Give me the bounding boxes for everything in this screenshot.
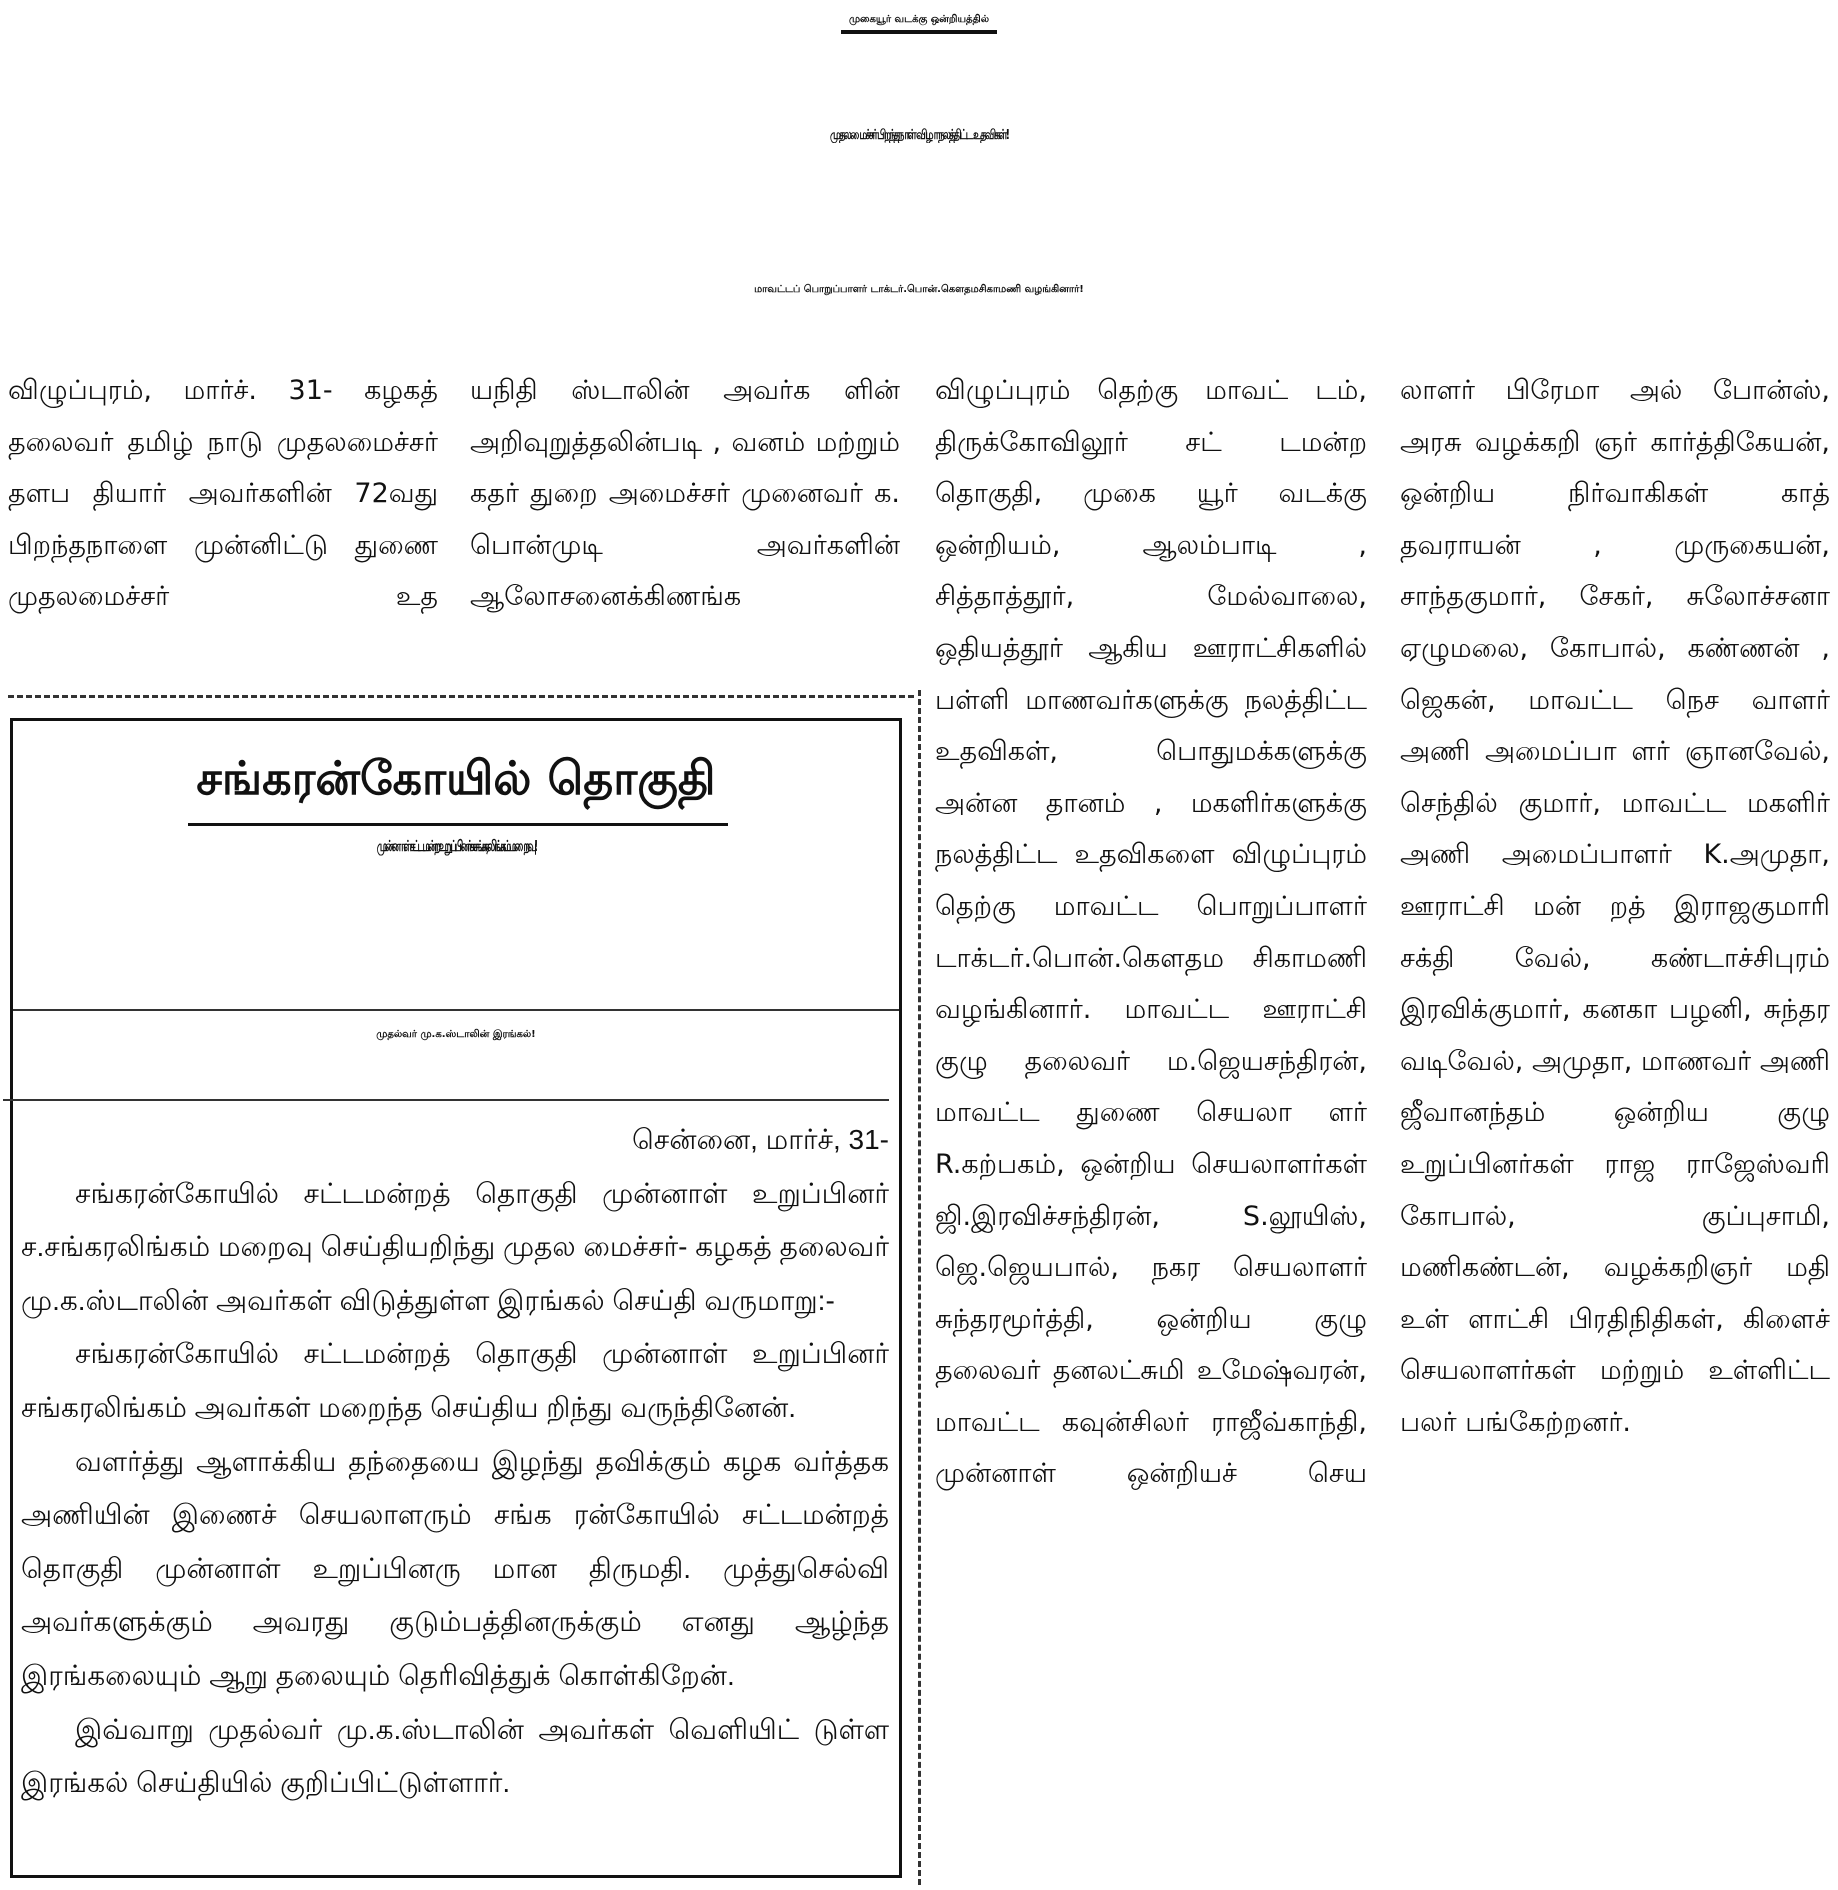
box-paragraph: சங்கரன்கோயில் சட்டமன்றத் தொகுதி முன்னாள் உறுப்பினர் ச.சங்கரலிங்கம் மறைவு செய்தியறிந்து முதல மைச்சர்- கழகத் தலைவர் மு.க.ஸ்டாலின் அவர்கள் விடுத்துள்ள இரங்கல் செய்தி வருமாறு:-	[21, 1177, 889, 1316]
dashed-divider-vertical	[918, 690, 921, 1885]
article-headline: முதலமைச்சர் பிறந்தநாள் விழா நலத்திட்ட உதவிகள்!	[829, 128, 1009, 143]
kicker-text: முகையூர் வடக்கு ஒன்றியத்தில்	[841, 14, 997, 34]
column-2-text: யநிதி ஸ்டாலின் அவர்க ளின் அறிவுறுத்தலின்படி , வனம் மற்றும் கதர் துறை அமைச்சர் முனைவர் க. பொன்முடி அவர்களின் ஆலோசனைக்கிணங்க	[470, 375, 900, 613]
obituary-box	[10, 718, 902, 1878]
article-kicker	[0, 14, 1838, 34]
dashed-divider-horizontal	[8, 695, 914, 698]
box-divider-2	[3, 1099, 889, 1101]
box-headline: முன்னாள் சட்டமன்ற உறுப்பினர் ச.சங்கரலிங்கம் மறைவு!	[376, 839, 536, 856]
box-paragraph: இவ்வாறு முதல்வர் மு.க.ஸ்டாலின் அவர்கள் வெளியிட் டுள்ள இரங்கல் செய்தியில் குறிப்பிட்டுள்ளார்.	[21, 1713, 889, 1799]
column-3-text: விழுப்புரம் தெற்கு மாவட் டம், திருக்கோவிலூர் சட் டமன்ற தொகுதி, முகை யூர் வடக்கு ஒன்றியம், ஆலம்பாடி , சித்தாத்தூர், மேல்வாலை, ஒதியத்தூர் ஆகிய ஊராட்சிகளில் பள்ளி மாணவர்களுக்கு நலத்திட்ட உதவிகள், பொதுமக்களுக்கு அன்ன தானம் , மகளிர்களுக்கு நலத்திட்ட உதவிகளை விழுப்புரம் தெற்கு மாவட்ட பொறுப்பாளர் டாக்டர்.பொன்.கௌதம சிகாமணி வழங்கினார். மாவட்ட ஊராட்சி குழு தலைவர் ம.ஜெயசந்திரன், மாவட்ட துணை செயலா ளர் R.கற்பகம், ஒன்றிய செயலாளர்கள் ஜி.இரவிச்சந்திரன், S.லூயிஸ், ஜெ.ஜெயபால், நகர செயலாளர் சுந்தரமூர்த்தி, ஒன்றிய குழு தலைவர் தனலட்சுமி உமேஷ்வரன், மாவட்ட கவுன்சிலர் ராஜீவ்காந்தி, முன்னாள் ஒன்றியச் செய	[935, 375, 1367, 1490]
box-body	[21, 1113, 889, 1810]
article-column-4	[1400, 365, 1830, 1885]
box-subhead: முதல்வர் மு.க.ஸ்டாலின் இரங்கல்!	[376, 1029, 536, 1040]
article-subhead: மாவட்டப் பொறுப்பாளர் டாக்டர்.பொன்.கௌதமசிகாமணி வழங்கினார்!	[754, 284, 1084, 295]
article-column-1	[8, 365, 438, 675]
box-divider	[13, 1009, 899, 1011]
box-dateline: சென்னை, மார்ச், 31-	[632, 1124, 889, 1155]
article-column-3	[935, 365, 1367, 1885]
column-1-text: விழுப்புரம், மார்ச். 31- கழகத் தலைவர் தமிழ் நாடு முதலமைச்சர் தளப தியார் அவர்களின் 72வது பிறந்தநாளை முன்னிட்டு துணை முதலமைச்சர் உத	[8, 375, 438, 613]
box-paragraph: சங்கரன்கோயில் சட்டமன்றத் தொகுதி முன்னாள் உறுப்பினர் சங்கரலிங்கம் அவர்கள் மறைந்த செய்திய றிந்து வருந்தினேன்.	[21, 1338, 889, 1423]
box-kicker: சங்கரன்கோயில் தொகுதி	[196, 751, 716, 805]
article-column-2	[470, 365, 900, 675]
column-4-text: லாளர் பிரேமா அல் போன்ஸ், அரசு வழக்கறி ஞர் கார்த்திகேயன், ஒன்றிய நிர்வாகிகள் காத் தவராயன் , முருகையன், சாந்தகுமார், சேகர், சுலோச்சனா ஏழுமலை, கோபால், கண்ணன் , ஜெகன், மாவட்ட நெச வாளர் அணி அமைப்பா ளர் ஞானவேல், செந்தில் குமார், மாவட்ட மகளிர் அணி அமைப்பாளர் K.அமுதா, ஊராட்சி மன் றத் இராஜகுமாரி சக்தி வேல், கண்டாச்சிபுரம் இரவிக்குமார், கனகா பழனி, சுந்தர வடிவேல், அமுதா, மாணவர் அணி ஜீவானந்தம் ஒன்றிய குழு உறுப்பினர்கள் ராஜ ராஜேஸ்வரி கோபால், குப்புசாமி, மணிகண்டன், வழக்கறிஞர் மதி உள் ளாட்சி பிரதிநிதிகள், கிளைச் செயலாளர்கள் மற்றும் உள்ளிட்ட பலர் பங்கேற்றனர்.	[1400, 375, 1830, 1438]
box-paragraph: வளர்த்து ஆளாக்கிய தந்தையை இழந்து தவிக்கும் கழக வர்த்தக அணியின் இணைச் செயலாளரும் சங்க ரன்கோயில் சட்டமன்றத் தொகுதி முன்னாள் உறுப்பினரு மான திருமதி. முத்துசெல்வி அவர்களுக்கும் அவரது குடும்பத்தினருக்கும் எனது ஆழ்ந்த இரங்கலையும் ஆறு தலையும் தெரிவித்துக் கொள்கிறேன்.	[21, 1445, 889, 1691]
box-kicker-underline	[188, 823, 728, 826]
